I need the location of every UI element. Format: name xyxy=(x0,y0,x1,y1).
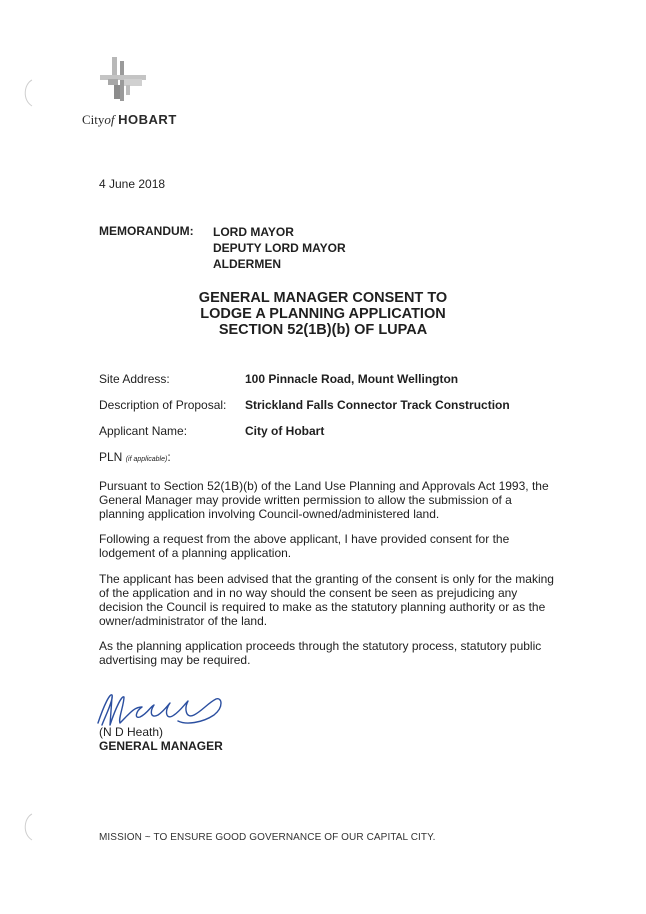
paragraph-text: As the planning application proceeds through the statutory process, statutory public advertising may be required. xyxy=(99,639,542,667)
punch-hole-mark-bottom xyxy=(20,812,34,842)
signer-title: GENERAL MANAGER xyxy=(99,739,223,753)
recipient-deputy-lord-mayor: DEPUTY LORD MAYOR xyxy=(213,241,346,255)
signer-name: (N D Heath) xyxy=(99,725,164,739)
body-paragraph-3 xyxy=(99,572,559,628)
memo-date: 4 June 2018 xyxy=(99,177,166,191)
paragraph-text: Pursuant to Section 52(1B)(b) of the Land Use Planning and Approvals Act 1993, the General Manager may provide written permission to allow the submission of a planning application involving Council-owned/administered land. xyxy=(99,479,549,521)
logo-city-text: City xyxy=(82,112,105,127)
applicant-value: City of Hobart xyxy=(245,424,325,438)
logo-wordmark xyxy=(82,112,177,128)
applicant-label: Applicant Name: xyxy=(99,424,188,438)
pln-label xyxy=(99,450,171,467)
punch-hole-mark-top xyxy=(20,78,34,108)
punch-hole-icon xyxy=(20,812,34,842)
pln-colon: : xyxy=(167,450,171,464)
logo-of-text: of xyxy=(104,112,115,127)
mission-statement: MISSION ~ TO ENSURE GOOD GOVERNANCE OF OUR CAPITAL CITY. xyxy=(99,832,436,843)
site-address-label: Site Address: xyxy=(99,372,170,386)
body-paragraph-1 xyxy=(99,479,559,521)
body-paragraph-2 xyxy=(99,532,559,560)
title-line-3: SECTION 52(1B)(b) OF LUPAA xyxy=(218,322,428,338)
punch-hole-icon xyxy=(20,78,34,108)
body-paragraph-4 xyxy=(99,639,559,667)
memorandum-recipients xyxy=(213,224,346,272)
memorandum-label: MEMORANDUM: xyxy=(99,224,194,238)
cross-logo-icon xyxy=(98,55,150,107)
paragraph-text: The applicant has been advised that the granting of the consent is only for the making of the application and in no way should the consent be seen as prejudicing any decision the Council is required to make as the statutory planning authority or as the owner/administrator of the land. xyxy=(99,572,554,628)
recipient-aldermen: ALDERMEN xyxy=(213,257,281,271)
proposal-value: Strickland Falls Connector Track Construction xyxy=(245,398,510,412)
logo-hobart-text: HOBART xyxy=(118,112,177,127)
document-title xyxy=(100,290,546,338)
site-address-value: 100 Pinnacle Road, Mount Wellington xyxy=(245,372,459,386)
proposal-label: Description of Proposal: xyxy=(99,398,227,412)
city-of-hobart-logo-mark xyxy=(98,55,150,107)
paragraph-text: Following a request from the above applicant, I have provided consent for the lodgement of a planning application. xyxy=(99,532,510,560)
recipient-lord-mayor: LORD MAYOR xyxy=(213,225,294,239)
title-line-1: GENERAL MANAGER CONSENT TO xyxy=(198,290,448,306)
pln-text: PLN xyxy=(99,450,123,464)
title-line-2: LODGE A PLANNING APPLICATION xyxy=(200,306,446,322)
pln-note: (if applicable) xyxy=(125,456,168,463)
